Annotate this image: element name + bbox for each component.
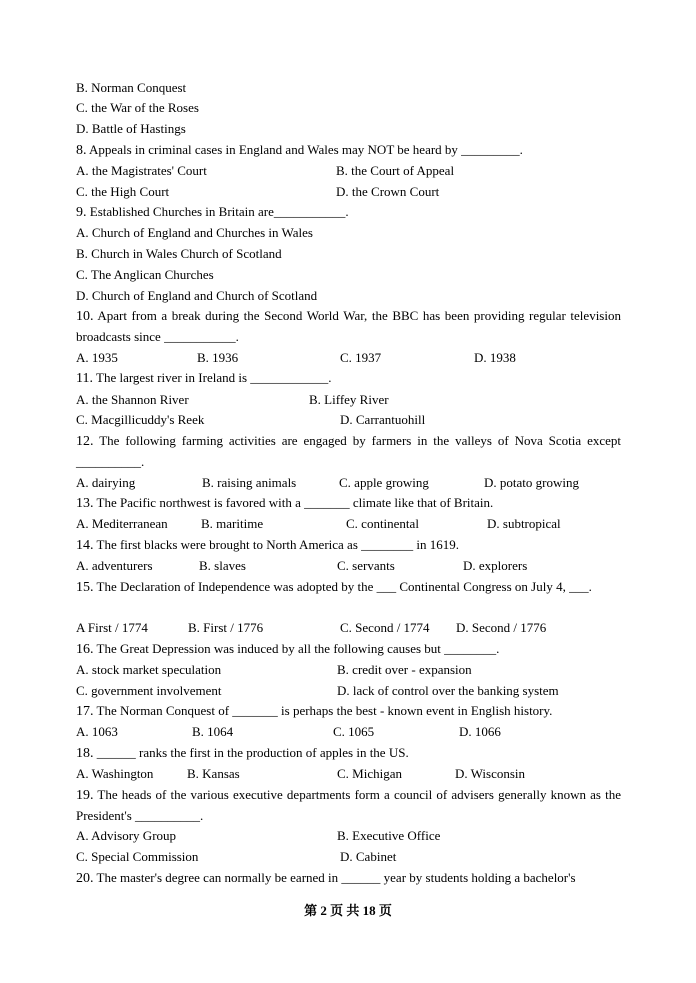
question-number: 14.: [76, 538, 94, 553]
option: C. The Anglican Churches: [76, 267, 214, 282]
question-text: The Pacific northwest is favored with a _______ climate like that of Britain.: [96, 495, 494, 510]
question-number: 18.: [76, 746, 94, 761]
page-footer: 第 2 页 共 18 页: [304, 903, 392, 918]
option: D. Second / 1776: [456, 620, 547, 635]
option: A. 1935: [76, 350, 118, 365]
option: A. dairying: [76, 475, 136, 490]
option: A. Mediterranean: [76, 516, 168, 531]
option: D. 1066: [459, 724, 501, 739]
question-text: The following farming activities are engaged by farmers in the valleys of Nova Scotia except __________.: [76, 433, 621, 469]
question-text: Established Churches in Britain are___________.: [89, 204, 349, 219]
question-number: 9.: [76, 205, 87, 220]
option: A. Church of England and Churches in Wales: [76, 225, 313, 240]
option: A. 1063: [76, 724, 118, 739]
option: B. First / 1776: [188, 620, 264, 635]
option: D. the Crown Court: [336, 184, 440, 199]
question-number: 11.: [76, 371, 93, 386]
option: A. stock market speculation: [76, 662, 222, 677]
question-17: [76, 701, 621, 722]
question-14: [76, 535, 621, 556]
option: A. the Shannon River: [76, 392, 189, 407]
q7-option-d: D. Battle of Hastings: [76, 121, 186, 136]
q7-option-b: B. Norman Conquest: [76, 80, 187, 95]
q7-option-c: C. the War of the Roses: [76, 100, 199, 115]
question-text: Apart from a break during the Second World War, the BBC has been providing regular television broadcasts since ___________.: [76, 308, 621, 344]
option: D. lack of control over the banking system: [337, 683, 559, 698]
option: B. Executive Office: [337, 828, 441, 843]
option: D. Wisconsin: [455, 766, 526, 781]
question-text: The heads of the various executive departments form a council of advisers generally known as the President's __________.: [76, 787, 621, 823]
option: C. Macgillicuddy's Reek: [76, 412, 205, 427]
option: A. the Magistrates' Court: [76, 163, 207, 178]
option: B. 1064: [192, 724, 234, 739]
question-number: 19.: [76, 788, 94, 803]
option: B. raising animals: [202, 475, 297, 490]
option: D. 1938: [474, 350, 516, 365]
option: B. Liffey River: [309, 392, 389, 407]
question-number: 10.: [76, 309, 94, 324]
question-19: [76, 785, 621, 826]
question-text: ______ ranks the first in the production of apples in the US.: [96, 745, 409, 760]
question-16: [76, 639, 621, 660]
question-number: 8.: [76, 143, 87, 158]
question-number: 16.: [76, 642, 94, 657]
option: D. Church of England and Church of Scotland: [76, 288, 318, 303]
option: D. Cabinet: [340, 849, 397, 864]
question-text: The Declaration of Independence was adopted by the ___ Continental Congress on July 4, ___.: [96, 579, 592, 594]
option: D. explorers: [463, 558, 528, 573]
option: C. the High Court: [76, 184, 170, 199]
option: B. slaves: [199, 558, 246, 573]
question-number: 20.: [76, 871, 94, 886]
question-text: The Great Depression was induced by all the following causes but ________.: [96, 641, 500, 656]
option: D. Carrantuohill: [340, 412, 426, 427]
question-12: [76, 431, 621, 472]
option: C. 1065: [333, 724, 375, 739]
question-number: 17.: [76, 704, 94, 719]
option: D. subtropical: [487, 516, 561, 531]
question-20: [76, 868, 621, 889]
question-text: Appeals in criminal cases in England and Wales may NOT be heard by _________.: [89, 142, 523, 157]
question-number: 12.: [76, 434, 94, 449]
question-11: [76, 368, 621, 389]
option: A. Washington: [76, 766, 154, 781]
question-text: The master's degree can normally be earned in ______ year by students holding a bachelor's: [96, 870, 576, 885]
option: B. the Court of Appeal: [336, 163, 455, 178]
option: A. adventurers: [76, 558, 153, 573]
option: C. 1937: [340, 350, 382, 365]
question-18: [76, 743, 621, 764]
option: C. Special Commission: [76, 849, 199, 864]
option: C. government involvement: [76, 683, 222, 698]
question-text: The first blacks were brought to North America as ________ in 1619.: [96, 537, 459, 552]
option: C. apple growing: [339, 475, 429, 490]
option: A First / 1774: [76, 620, 148, 635]
question-text: The largest river in Ireland is ____________.: [96, 370, 332, 385]
option: C. servants: [337, 558, 395, 573]
option: A. Advisory Group: [76, 828, 177, 843]
option: B. Church in Wales Church of Scotland: [76, 246, 282, 261]
option: B. credit over - expansion: [337, 662, 472, 677]
option: B. 1936: [197, 350, 239, 365]
question-number: 15.: [76, 580, 94, 595]
option: D. potato growing: [484, 475, 579, 490]
option: B. maritime: [201, 516, 264, 531]
question-number: 13.: [76, 496, 94, 511]
question-8: [76, 140, 621, 161]
option: C. Second / 1774: [340, 620, 430, 635]
question-9: [76, 202, 621, 223]
option: C. continental: [346, 516, 419, 531]
option: B. Kansas: [187, 766, 240, 781]
question-10: [76, 306, 621, 347]
option: C. Michigan: [337, 766, 402, 781]
question-15: [76, 577, 621, 598]
question-text: The Norman Conquest of _______ is perhaps the best - known event in English history.: [96, 703, 553, 718]
question-13: [76, 493, 621, 514]
